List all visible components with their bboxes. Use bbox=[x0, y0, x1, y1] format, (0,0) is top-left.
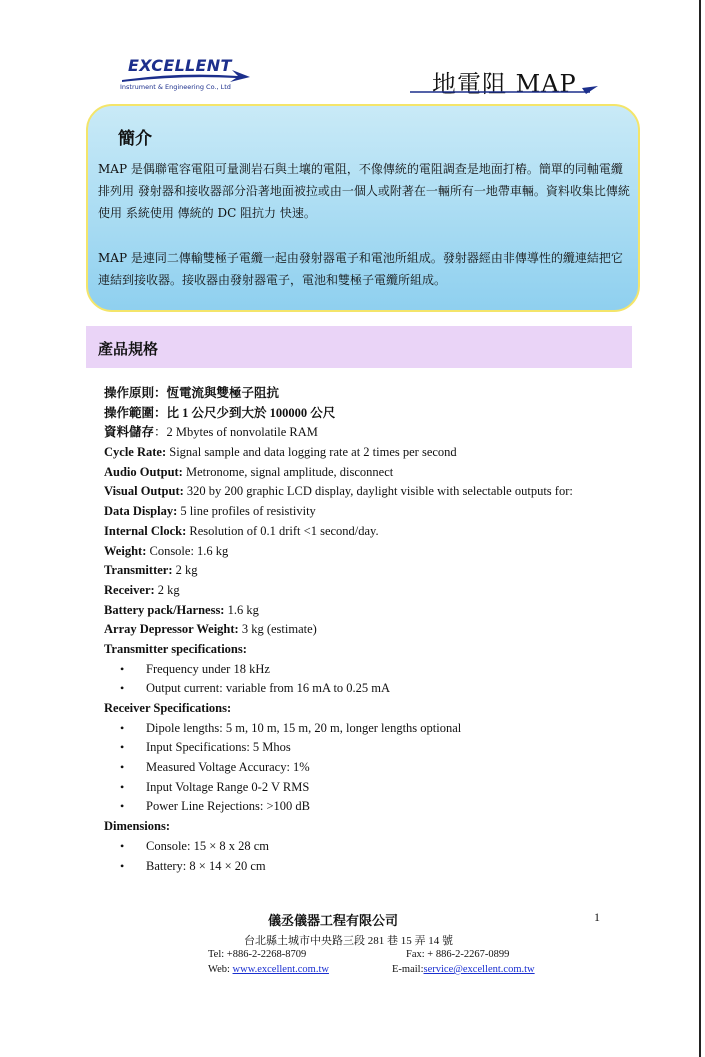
footer-company-name: 儀丞儀器工程有限公司 bbox=[268, 913, 399, 928]
list-item bbox=[104, 778, 664, 798]
logo-sub-text: Instrument & Engineering Co., Ltd bbox=[120, 83, 231, 91]
spec-value: Resolution of 0.1 drift <1 second/day. bbox=[186, 523, 379, 538]
dimensions-heading: Dimensions: bbox=[104, 819, 170, 834]
spec-row bbox=[104, 443, 664, 463]
list-item bbox=[104, 797, 664, 817]
spec-key: Cycle Rate: bbox=[104, 445, 167, 460]
logo-main-text: EXCELLENT bbox=[128, 56, 232, 75]
list-item bbox=[104, 758, 664, 778]
spec-section-header bbox=[86, 326, 632, 368]
spec-section-title: 產品規格 bbox=[98, 340, 159, 358]
footer-email-label: E-mail: bbox=[392, 964, 424, 975]
spec-row bbox=[104, 601, 664, 621]
footer-email bbox=[392, 964, 535, 975]
page-right-border bbox=[699, 0, 701, 1057]
spec-value: 恆電流與雙極子阻抗 bbox=[166, 386, 280, 400]
spec-list bbox=[104, 384, 664, 876]
list-item-text: Console: 15 × 8 x 28 cm bbox=[146, 838, 270, 853]
list-item bbox=[104, 660, 664, 680]
spec-key: Array Depressor Weight: bbox=[104, 622, 239, 637]
list-item-text: Output current: variable from 16 mA to 0.25 mA bbox=[146, 681, 391, 696]
spec-value: 5 line profiles of resistivity bbox=[177, 504, 316, 519]
spec-row bbox=[104, 581, 664, 601]
footer-address: 台北縣土城市中央路三段 281 巷 15 弄 14 號 bbox=[244, 935, 453, 947]
spec-key: Receiver: bbox=[104, 582, 155, 597]
spec-key: Battery pack/Harness: bbox=[104, 602, 225, 617]
receiver-spec-heading: Receiver Specifications: bbox=[104, 701, 232, 715]
spec-row bbox=[104, 542, 664, 562]
spec-value: 320 by 200 graphic LCD display, daylight visible with selectable outputs for: bbox=[183, 484, 573, 499]
footer-fax: Fax: + 886-2-2267-0899 bbox=[406, 949, 510, 960]
list-item bbox=[104, 738, 664, 758]
spec-value: Signal sample and data logging rate at 2 times per second bbox=[166, 445, 457, 460]
spec-row bbox=[104, 384, 664, 404]
title-underline-icon bbox=[410, 84, 600, 96]
list-item bbox=[104, 857, 664, 877]
list-item-text: Battery: 8 × 14 × 20 cm bbox=[146, 858, 266, 873]
list-item-text: Dipole lengths: 5 m, 10 m, 15 m, 20 m, longer lengths optional bbox=[146, 720, 462, 735]
list-item-text: Input Specifications: 5 Mhos bbox=[146, 740, 291, 755]
list-item-text: Frequency under 18 kHz bbox=[146, 661, 270, 676]
spec-key: Visual Output: bbox=[104, 484, 184, 499]
spec-value: ：2 Mbytes of nonvolatile RAM bbox=[154, 425, 318, 440]
transmitter-spec-heading: Transmitter specifications: bbox=[104, 641, 247, 656]
spec-value: 2 kg bbox=[172, 563, 198, 578]
spec-row bbox=[104, 522, 664, 542]
document-title: 地電阻 MAP bbox=[432, 70, 577, 98]
spec-key: Audio Output: bbox=[104, 464, 183, 479]
spec-key: 操作範圍： bbox=[104, 405, 167, 420]
spec-row bbox=[104, 423, 664, 443]
list-item-text: Measured Voltage Accuracy: 1% bbox=[146, 760, 310, 775]
spec-value: Metronome, signal amplitude, disconnect bbox=[182, 464, 394, 479]
list-item bbox=[104, 679, 664, 699]
spec-value: 2 kg bbox=[154, 582, 180, 597]
spec-row bbox=[104, 482, 664, 502]
spec-key: Transmitter: bbox=[104, 563, 173, 578]
intro-box bbox=[86, 104, 640, 312]
footer-web bbox=[208, 964, 329, 975]
spec-row bbox=[104, 404, 664, 424]
spec-row bbox=[104, 561, 664, 581]
intro-paragraph-2: MAP 是連同二傳輸雙極子電纜一起由發射器電子和電池所組成。發射器經由非傳導性的纜連結把它連結到接收器。接收器由發射器電子，電池和雙極子電纜所組成。 bbox=[98, 251, 623, 287]
company-logo bbox=[120, 56, 270, 96]
footer-tel: Tel: +886-2-2268-8709 bbox=[208, 949, 307, 960]
email-link[interactable]: service@excellent.com.tw bbox=[423, 964, 535, 975]
list-item bbox=[104, 837, 664, 857]
footer-web-label: Web: bbox=[208, 964, 233, 975]
spec-key: Internal Clock: bbox=[104, 523, 187, 538]
spec-value: 1.6 kg bbox=[224, 602, 259, 617]
list-item-text: Power Line Rejections: >100 dB bbox=[146, 799, 310, 814]
spec-key: Weight: bbox=[104, 543, 147, 558]
page-number: 1 bbox=[594, 910, 600, 924]
website-link[interactable]: www.excellent.com.tw bbox=[232, 964, 329, 975]
spec-value: 3 kg (estimate) bbox=[238, 622, 317, 637]
spec-row bbox=[104, 502, 664, 522]
spec-value: 比 1 公尺少到大於 100000 公尺 bbox=[166, 405, 336, 420]
list-item-text: Input Voltage Range 0-2 V RMS bbox=[146, 779, 310, 794]
spec-key: 資料儲存 bbox=[104, 425, 155, 440]
spec-row bbox=[104, 620, 664, 640]
intro-heading: 簡介 bbox=[118, 129, 152, 149]
spec-key: Data Display: bbox=[104, 504, 178, 519]
spec-value: Console: 1.6 kg bbox=[146, 543, 229, 558]
intro-paragraph-1: MAP 是偶聯電容電阻可量測岩石與土壤的電阻，不像傳統的電阻調查是地面打樁。簡單的同軸電纜排列用 發射器和接收器部分沿著地面被拉或由一個人或附著在一輛所有一地帶車輛。資料收集比傳統使用 系統使用 傳統的 DC 阻抗力 快速。 bbox=[98, 162, 630, 220]
spec-key: 操作原則： bbox=[104, 386, 167, 400]
spec-row bbox=[104, 463, 664, 483]
list-item bbox=[104, 719, 664, 739]
